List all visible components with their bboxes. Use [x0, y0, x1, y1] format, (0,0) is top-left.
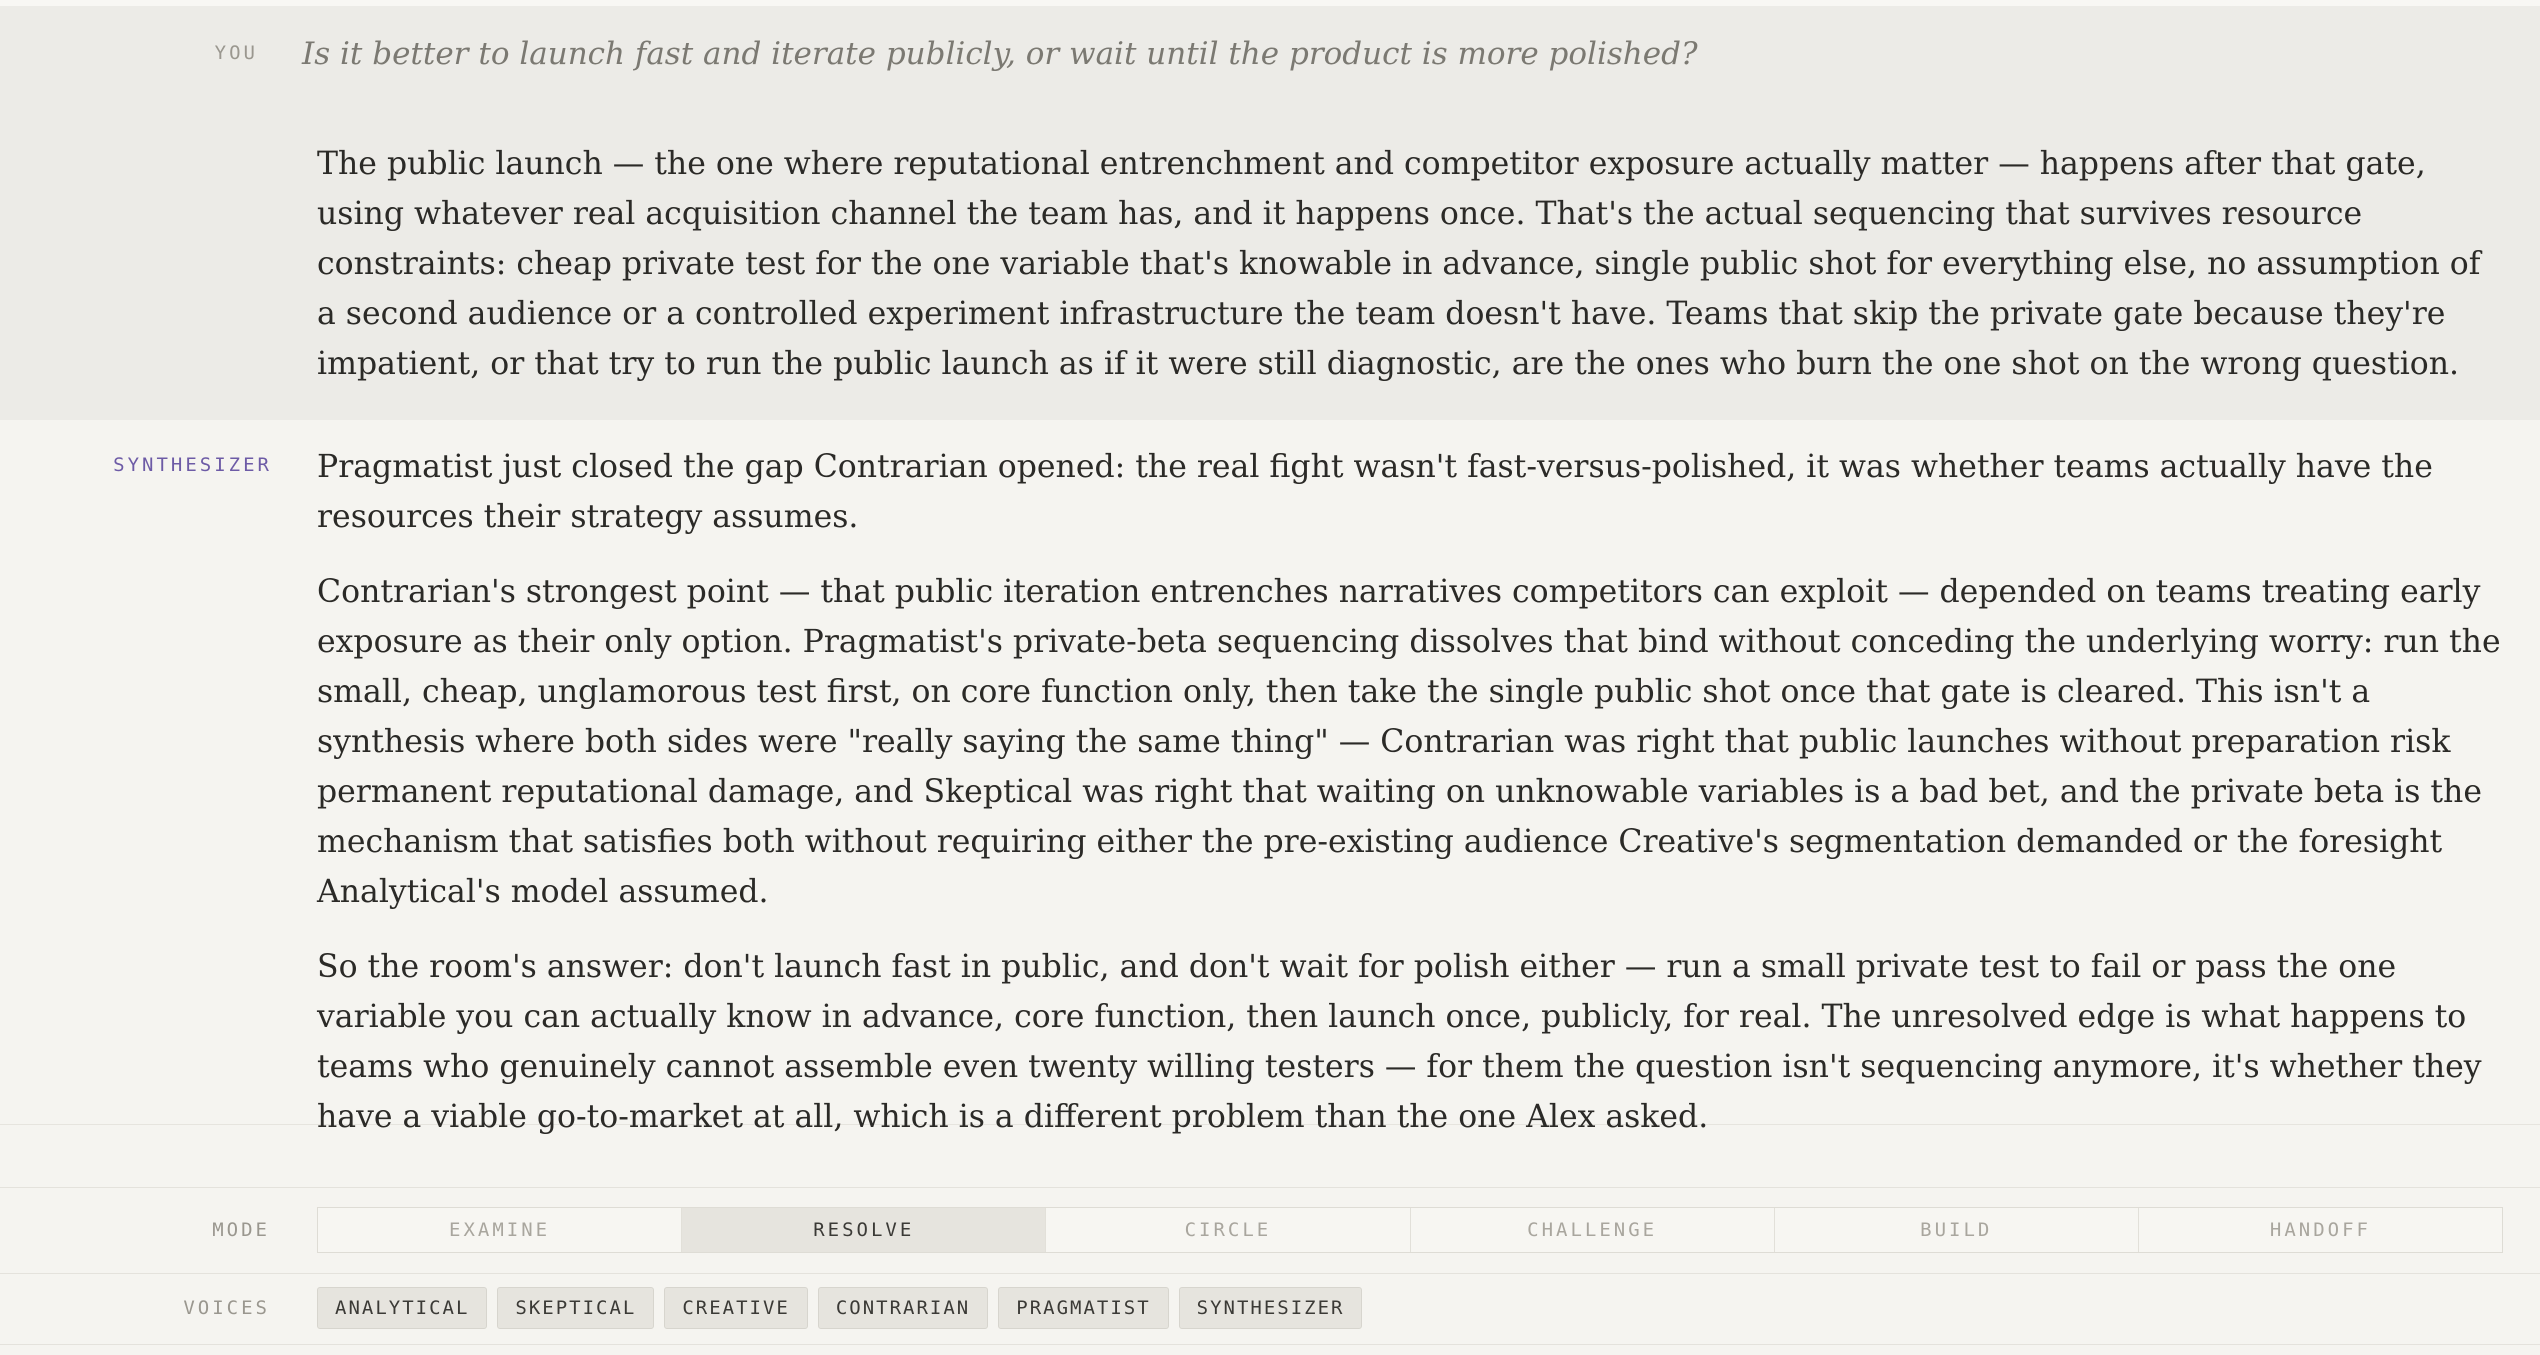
voice-chip-contrarian[interactable]: CONTRARIAN: [818, 1287, 988, 1329]
controls-divider: [0, 1187, 2540, 1188]
mode-label: MODE: [212, 1219, 270, 1241]
user-message-block: [0, 6, 2540, 420]
mode-tab-build[interactable]: BUILD: [1775, 1208, 2139, 1252]
synthesizer-message-block: [0, 420, 2540, 1135]
mode-tab-handoff[interactable]: HANDOFF: [2269, 1219, 2371, 1241]
voice-chip-pragmatist[interactable]: PRAGMATIST: [998, 1287, 1168, 1329]
voices-list: [317, 1287, 1362, 1329]
previous-response-text: The public launch — the one where reputational entrenchment and competitor exposure actually matter — happens after that gate, using whatever real acquisition channel the team has, and it happens once. That's the actual sequencing that survives resource constraints: cheap private test for the one variable that's knowable in advance, single public shot for everything else, no assumption of a second audience or a controlled experiment infrastructure the team doesn't have. Teams that skip the private gate because they're impatient, or that try to run the public launch as if it were still diagnostic, are the ones who burn the one shot on the wrong question.: [317, 146, 2481, 382]
synthesizer-paragraph: Contrarian's strongest point — that public iteration entrenches narratives competitors can exploit — depended on teams treating early exposure as their only option. Pragmatist's private-beta sequencing dissolves that bind without conceding the underlying worry: run the small, cheap, unglamorous test first, on core function only, then take the single public shot once that gate is cleared. This isn't a synthesis where both sides were "really saying the same thing" — Contrarian was right that public launches without preparation risk permanent reputational damage, and Skeptical was right that waiting on unknowable variables is a bad bet, and the private beta is the mechanism that satisfies both without requiring either the pre-existing audience Creative's segmentation demanded or the foresight Analytical's model assumed.: [317, 574, 2501, 910]
mode-tab-examine[interactable]: EXAMINE: [318, 1208, 682, 1252]
voice-chip-creative[interactable]: CREATIVE: [664, 1287, 808, 1329]
bottom-divider: [0, 1344, 2540, 1345]
voices-label: VOICES: [183, 1297, 270, 1319]
voices-divider: [0, 1273, 2540, 1274]
voice-chip-synthesizer[interactable]: SYNTHESIZER: [1179, 1287, 1363, 1329]
mode-tab-circle[interactable]: CIRCLE: [1046, 1208, 1410, 1252]
synthesizer-paragraph: Pragmatist just closed the gap Contrarian opened: the real fight wasn't fast-versus-polished, it was whether teams actually have the resources their strategy assumes.: [317, 449, 2433, 535]
user-question: Is it better to launch fast and iterate publicly, or wait until the product is more polished?: [302, 36, 1698, 72]
mode-tab-challenge[interactable]: CHALLENGE: [1411, 1208, 1775, 1252]
voice-chip-skeptical[interactable]: SKEPTICAL: [497, 1287, 654, 1329]
synthesizer-response: [317, 442, 2507, 1167]
mode-tab-resolve[interactable]: RESOLVE: [682, 1208, 1046, 1252]
synthesizer-paragraph: So the room's answer: don't launch fast in public, and don't wait for polish either — run a small private test to fail or pass the one variable you can actually know in advance, core function, then launch once, publicly, for real. The unresolved edge is what happens to teams who genuinely cannot assemble even twenty willing testers — for them the question isn't sequencing anymore, it's whether they have a viable go-to-market at all, which is a different problem than the one Alex asked.: [317, 949, 2482, 1135]
speaker-label-you: YOU: [214, 42, 258, 64]
mode-selector: [317, 1207, 2503, 1253]
speaker-label-synthesizer: SYNTHESIZER: [113, 454, 272, 476]
voice-chip-analytical[interactable]: ANALYTICAL: [317, 1287, 487, 1329]
